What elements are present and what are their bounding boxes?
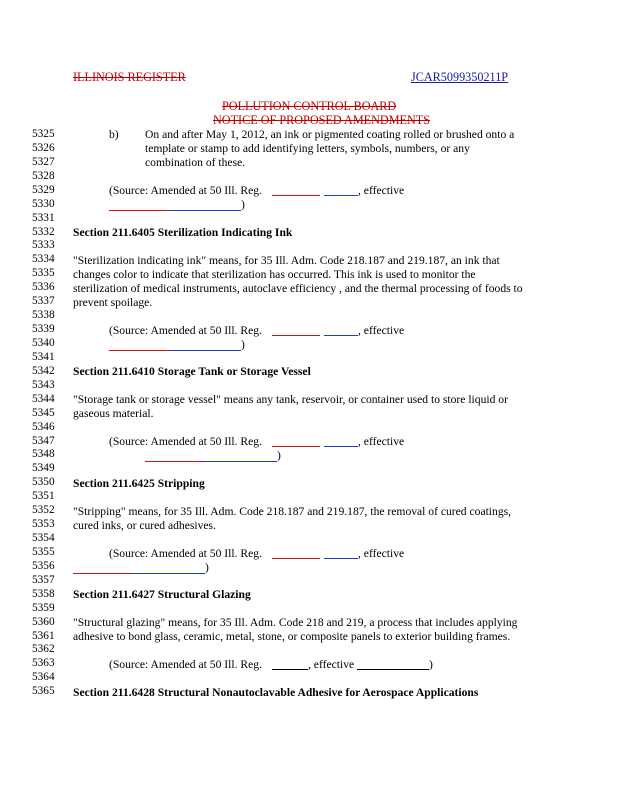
line-number: 5362 xyxy=(32,643,55,656)
line-number: 5330 xyxy=(32,197,55,210)
line-number: 5343 xyxy=(32,378,55,391)
line-number: 5336 xyxy=(32,281,55,294)
source-note-1-inserted-date xyxy=(169,210,241,211)
section-6428-heading: Section 211.6428 Structural Nonautoclavable Adhesive for Aerospace Applications xyxy=(73,686,479,699)
section-6427-heading: Section 211.6427 Structural Glazing xyxy=(73,588,251,601)
source-note-3-deleted-date xyxy=(145,461,205,462)
source-note-1-deleted-date xyxy=(109,210,169,211)
section-6405-line-1: "Sterilization indicating ink" means, for 35 Ill. Adm. Code 218.187 and 219.187, an ink that xyxy=(73,254,500,267)
section-6405-line-4: prevent spoilage. xyxy=(73,296,153,309)
source-note-2-inserted-blank xyxy=(324,335,358,336)
source-note-2-prefix: (Source: Amended at 50 Ill. Reg. xyxy=(109,324,262,337)
source-note-3-deleted-blank xyxy=(272,446,320,447)
line-number: 5352 xyxy=(32,504,55,517)
line-number: 5332 xyxy=(32,225,55,238)
line-number: 5353 xyxy=(32,518,55,530)
source-note-1-close: ) xyxy=(241,198,245,211)
line-number: 5328 xyxy=(32,169,55,182)
line-number: 5335 xyxy=(32,267,55,280)
source-note-4-deleted-blank xyxy=(272,558,320,559)
line-number: 5349 xyxy=(32,462,55,475)
source-note-5-prefix: (Source: Amended at 50 Ill. Reg. xyxy=(109,658,262,671)
line-number: 5326 xyxy=(32,141,55,154)
line-number: 5337 xyxy=(32,295,55,308)
section-6405-heading: Section 211.6405 Sterilization Indicating Ink xyxy=(73,226,293,239)
source-note-3-prefix: (Source: Amended at 50 Ill. Reg. xyxy=(109,435,262,448)
notice-title: NOTICE OF PROPOSED AMENDMENTS xyxy=(213,113,431,127)
source-note-3-inserted-date xyxy=(205,461,277,462)
item-b-line-2: template or stamp to add identifying letters, symbols, numbers, or any xyxy=(145,142,470,155)
line-number: 5361 xyxy=(32,629,55,642)
source-note-4-inserted-date xyxy=(133,573,205,574)
section-6425-line-1: "Stripping" means, for 35 Ill. Adm. Code 218.187 and 219.187, the removal of cured coatings, xyxy=(73,505,512,518)
source-note-5-effective: , effective xyxy=(308,658,355,671)
line-number: 5355 xyxy=(32,545,55,558)
item-b-line-1: On and after May 1, 2012, an ink or pigmented coating rolled or brushed onto a xyxy=(145,128,515,141)
line-number: 5339 xyxy=(32,323,55,335)
line-number: 5345 xyxy=(32,406,55,419)
section-6425-line-2: cured inks, or cured adhesives. xyxy=(73,519,216,532)
section-6405-line-2: changes color to indicate that sterilization has occurred. This ink is used to monitor the xyxy=(73,268,476,281)
source-note-2-deleted-date xyxy=(109,350,169,351)
source-note-1-inserted-blank xyxy=(324,195,358,196)
source-note-5-register-blank xyxy=(272,669,308,670)
document-id: JCAR5099350211P xyxy=(411,70,509,84)
line-number: 5341 xyxy=(32,350,55,363)
register-title: ILLINOIS REGISTER xyxy=(73,70,186,84)
source-note-2-effective: , effective xyxy=(358,324,405,337)
line-number: 5334 xyxy=(32,253,55,266)
line-number: 5351 xyxy=(32,490,55,503)
section-6410-line-1: "Storage tank or storage vessel" means any tank, reservoir, or container used to store liquid or xyxy=(73,393,508,406)
line-number: 5358 xyxy=(32,587,55,600)
source-note-3-close: ) xyxy=(277,449,281,462)
source-note-2-deleted-blank xyxy=(272,335,320,336)
section-6410-heading: Section 211.6410 Storage Tank or Storage Vessel xyxy=(73,365,311,378)
source-note-4-effective: , effective xyxy=(358,547,405,560)
line-number: 5325 xyxy=(32,128,55,140)
source-note-4-deleted-date xyxy=(73,573,133,574)
line-number: 5327 xyxy=(32,155,55,168)
source-note-4-prefix: (Source: Amended at 50 Ill. Reg. xyxy=(109,547,262,560)
board-name: POLLUTION CONTROL BOARD xyxy=(222,99,397,113)
line-number: 5331 xyxy=(32,211,55,224)
line-number: 5357 xyxy=(32,573,55,586)
line-number: 5356 xyxy=(32,559,55,572)
section-6410-line-2: gaseous material. xyxy=(73,407,154,420)
source-note-5-date-blank xyxy=(357,669,429,670)
line-number: 5354 xyxy=(32,532,55,544)
line-number: 5363 xyxy=(32,657,55,670)
line-number: 5333 xyxy=(32,239,55,252)
line-number: 5347 xyxy=(32,434,55,447)
section-6405-line-3: sterilization of medical instruments, autoclave efficiency , and the thermal processing of foods to xyxy=(73,282,523,295)
source-note-1-deleted-blank xyxy=(272,195,320,196)
item-b-label: b) xyxy=(109,128,119,141)
source-note-4-close: ) xyxy=(205,561,209,574)
line-number: 5348 xyxy=(32,448,55,461)
line-number: 5338 xyxy=(32,309,55,322)
line-number: 5365 xyxy=(32,685,55,698)
line-number: 5359 xyxy=(32,601,55,614)
line-number: 5364 xyxy=(32,671,55,684)
source-note-2-close: ) xyxy=(241,338,245,351)
source-note-3-inserted-blank xyxy=(324,446,358,447)
line-number: 5346 xyxy=(32,420,55,433)
item-b-line-3: combination of these. xyxy=(145,156,246,169)
section-6427-line-1: "Structural glazing" means, for 35 Ill. Adm. Code 218 and 219, a process that includes applying xyxy=(73,616,518,629)
line-number: 5350 xyxy=(32,476,55,489)
section-6427-line-2: adhesive to bond glass, ceramic, metal, stone, or composite panels to exterior building frames. xyxy=(73,630,511,643)
line-number: 5344 xyxy=(32,392,55,405)
source-note-2-inserted-date xyxy=(169,350,241,351)
section-6425-heading: Section 211.6425 Stripping xyxy=(73,477,205,490)
line-number: 5342 xyxy=(32,364,55,377)
source-note-1-prefix: (Source: Amended at 50 Ill. Reg. xyxy=(109,184,262,197)
line-number: 5329 xyxy=(32,183,55,196)
source-note-5-close: ) xyxy=(429,658,433,671)
source-note-1-effective: , effective xyxy=(358,184,405,197)
source-note-4-inserted-blank xyxy=(324,558,358,559)
line-number: 5360 xyxy=(32,615,55,628)
line-number: 5340 xyxy=(32,336,55,349)
source-note-3-effective: , effective xyxy=(358,435,405,448)
